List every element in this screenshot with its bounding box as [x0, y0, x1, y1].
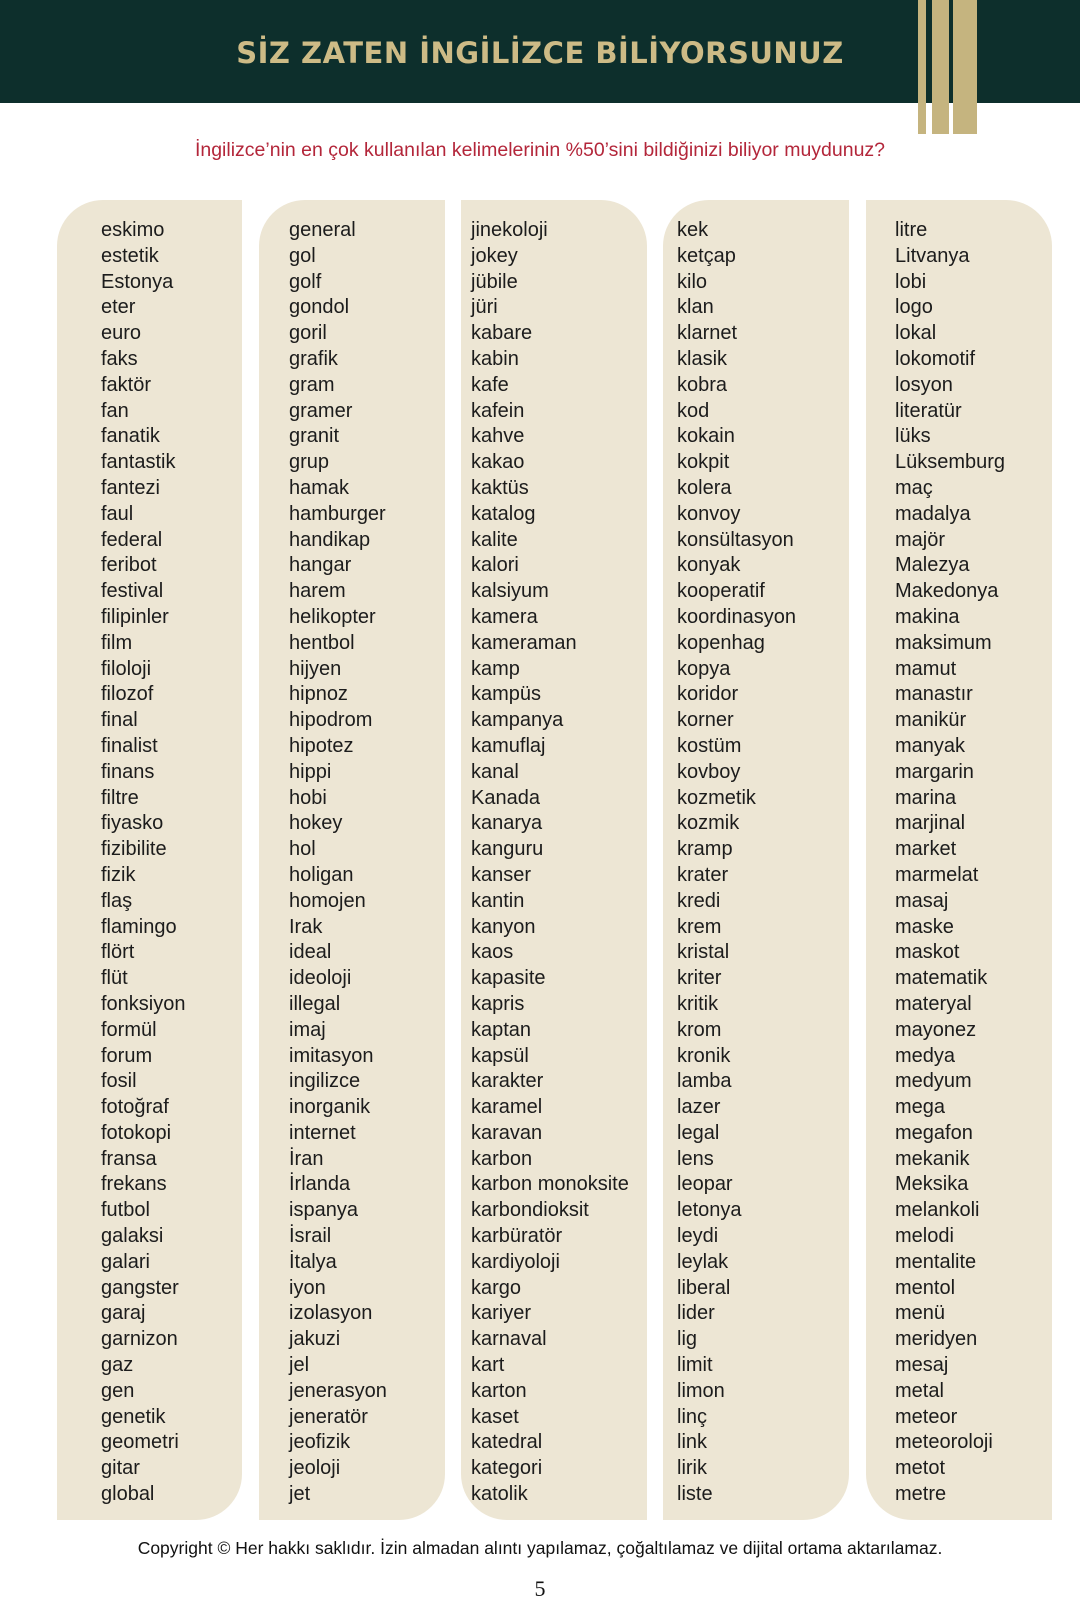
word-item: kahve [471, 425, 525, 448]
word-item: forum [101, 1044, 153, 1067]
word-item: kamera [471, 605, 538, 628]
word-item: kopenhag [677, 631, 765, 654]
word-item: kapsül [471, 1044, 529, 1067]
word-item: Malezya [895, 554, 970, 577]
word-item: kovboy [677, 760, 741, 783]
word-item: matematik [895, 967, 988, 990]
word-item: kalori [471, 554, 519, 577]
word-item: jüri [471, 296, 498, 319]
word-item: mekanik [895, 1147, 970, 1170]
word-item: kariyer [471, 1302, 532, 1325]
word-item: fonksiyon [101, 992, 186, 1015]
word-item: flamingo [101, 915, 177, 938]
word-item: kilo [677, 270, 708, 293]
word-item: kostüm [677, 734, 742, 757]
word-item: kakao [471, 451, 525, 474]
word-item: jenerasyon [289, 1379, 387, 1402]
word-item: maksimum [895, 631, 992, 654]
subtitle: İngilizce’nin en çok kullanılan kelimelerinin %50’sini bildiğinizi biliyor muydunuz? [194, 139, 886, 161]
word-item: kampüs [471, 683, 542, 706]
word-item: filozof [101, 683, 154, 706]
word-item: helikopter [289, 605, 376, 628]
word-item: linç [677, 1405, 708, 1428]
word-item: krater [677, 863, 729, 886]
word-item: karbon monoksite [471, 1173, 629, 1196]
word-item: İrlanda [289, 1173, 351, 1196]
decor-stripe-2 [932, 0, 949, 134]
word-item: fizibilite [101, 838, 167, 861]
word-item: metot [895, 1457, 946, 1480]
word-item: mega [895, 1096, 946, 1119]
word-item: faul [101, 502, 134, 525]
word-item: kronik [677, 1044, 731, 1067]
word-item: granit [289, 425, 340, 448]
word-item: jet [289, 1483, 311, 1506]
word-item: ideoloji [289, 967, 352, 990]
word-item: İsrail [289, 1225, 332, 1248]
word-item: kalsiyum [471, 580, 549, 603]
word-item: frekans [101, 1173, 167, 1196]
word-item: gangster [101, 1276, 179, 1299]
word-item: gramer [289, 399, 353, 422]
word-item: masaj [895, 889, 949, 912]
word-column-3 [461, 200, 647, 1520]
word-item: melankoli [895, 1199, 980, 1222]
word-item: manikür [895, 709, 967, 732]
word-list [677, 218, 796, 1508]
word-item: grup [289, 451, 330, 474]
word-item: kozmik [677, 812, 740, 835]
word-item: lig [677, 1328, 698, 1351]
word-item: karton [471, 1379, 527, 1402]
word-item: klarnet [677, 322, 738, 345]
word-item: futbol [101, 1199, 150, 1222]
word-item: flaş [101, 889, 133, 912]
word-item: flört [101, 941, 135, 964]
word-item: lirik [677, 1457, 707, 1480]
word-item: lüks [895, 425, 931, 448]
word-item: koridor [677, 683, 739, 706]
word-item: Lüksemburg [895, 451, 1006, 474]
word-item: gen [101, 1379, 135, 1402]
word-item: kokain [677, 425, 735, 448]
word-item: mentalite [895, 1250, 977, 1273]
word-item: kapasite [471, 967, 546, 990]
word-item: grafik [289, 347, 338, 370]
word-item: karamel [471, 1096, 543, 1119]
word-item: eter [101, 296, 136, 319]
word-item: kanarya [471, 812, 543, 835]
word-item: hentbol [289, 631, 355, 654]
word-item: limon [677, 1379, 725, 1402]
word-item: homojen [289, 889, 366, 912]
word-item: formül [101, 1018, 157, 1041]
word-item: film [101, 631, 133, 654]
word-item: gitar [101, 1457, 140, 1480]
word-item: koordinasyon [677, 605, 796, 628]
word-item: kanser [471, 863, 532, 886]
word-item: jinekoloji [471, 219, 548, 241]
word-item: hol [289, 838, 316, 861]
word-item: mayonez [895, 1018, 977, 1041]
word-list [289, 218, 387, 1508]
word-item: melodi [895, 1225, 954, 1248]
word-item: kokpit [677, 451, 730, 474]
word-item: karavan [471, 1121, 543, 1144]
word-item: gol [289, 244, 316, 267]
word-item: lider [677, 1302, 715, 1325]
word-item: garaj [101, 1302, 146, 1325]
word-item: fiyasko [101, 812, 164, 835]
word-item: legal [677, 1121, 720, 1144]
word-item: feribot [101, 554, 157, 577]
word-column-1 [57, 200, 242, 1520]
word-item: galaksi [101, 1225, 164, 1248]
word-item: jeofizik [289, 1431, 351, 1454]
word-item: kolera [677, 476, 732, 499]
word-item: letonya [677, 1199, 742, 1222]
word-item: kamuflaj [471, 734, 546, 757]
word-item: leylak [677, 1250, 729, 1273]
word-item: karbüratör [471, 1225, 563, 1248]
word-item: lokomotif [895, 347, 976, 370]
word-item: garnizon [101, 1328, 178, 1351]
word-item: meridyen [895, 1328, 978, 1351]
word-item: hijyen [289, 657, 342, 680]
word-item: filoloji [101, 657, 152, 680]
word-item: kalite [471, 528, 518, 551]
word-item: hangar [289, 554, 352, 577]
word-item: eskimo [101, 219, 165, 241]
word-item: makina [895, 605, 960, 628]
word-item: inorganik [289, 1096, 371, 1119]
word-item: Irak [289, 915, 323, 938]
word-item: manyak [895, 734, 966, 757]
word-item: kabare [471, 322, 533, 345]
word-column-4 [663, 200, 849, 1520]
word-item: iyon [289, 1276, 326, 1299]
word-item: kategori [471, 1457, 543, 1480]
word-item: konsültasyon [677, 528, 794, 551]
word-item: illegal [289, 992, 341, 1015]
word-item: kredi [677, 889, 721, 912]
word-item: jokey [471, 244, 518, 267]
word-item: lens [677, 1147, 714, 1170]
word-item: kanguru [471, 838, 544, 861]
word-item: jeoloji [289, 1457, 341, 1480]
word-item: losyon [895, 373, 953, 396]
word-item: fantastik [101, 451, 176, 474]
word-item: mamut [895, 657, 957, 680]
word-item: hamak [289, 476, 350, 499]
word-item: klasik [677, 347, 728, 370]
word-item: kampanya [471, 709, 564, 732]
word-item: ketçap [677, 244, 736, 267]
word-item: Kanada [471, 786, 540, 809]
word-item: handikap [289, 528, 371, 551]
word-item: kanal [471, 760, 519, 783]
word-item: kod [677, 399, 710, 422]
word-item: lamba [677, 1070, 732, 1093]
page-title: SİZ ZATEN İNGİLİZCE BİLİYORSUNUZ [236, 36, 844, 70]
word-item: majör [895, 528, 946, 551]
word-item: kritik [677, 992, 719, 1015]
word-item: holigan [289, 863, 354, 886]
word-item: hamburger [289, 502, 386, 525]
word-item: İtalya [289, 1250, 337, 1273]
word-item: ispanya [289, 1199, 358, 1222]
word-item: jeneratör [289, 1405, 368, 1428]
word-item: katolik [471, 1483, 528, 1506]
word-item: Litvanya [895, 244, 970, 267]
word-item: litre [895, 219, 928, 241]
word-item: menü [895, 1302, 946, 1325]
word-item: geometri [101, 1431, 179, 1454]
word-item: marjinal [895, 812, 966, 835]
word-item: kriter [677, 967, 722, 990]
word-item: jel [289, 1354, 310, 1377]
word-item: meteor [895, 1405, 958, 1428]
word-item: izolasyon [289, 1302, 373, 1325]
word-item: kozmetik [677, 786, 756, 809]
word-list [101, 218, 186, 1508]
word-item: mesaj [895, 1354, 949, 1377]
word-item: kaktüs [471, 476, 529, 499]
word-item: lobi [895, 270, 927, 293]
word-item: medyum [895, 1070, 972, 1093]
word-item: hippi [289, 760, 332, 783]
word-item: imitasyon [289, 1044, 374, 1067]
word-item: lokal [895, 322, 937, 345]
word-item: karnaval [471, 1328, 547, 1351]
word-item: konvoy [677, 502, 741, 525]
word-item: gaz [101, 1354, 134, 1377]
word-item: kameraman [471, 631, 577, 654]
word-item: konyak [677, 554, 741, 577]
word-item: megafon [895, 1121, 973, 1144]
word-item: jakuzi [289, 1328, 341, 1351]
word-item: literatür [895, 399, 962, 422]
word-item: mentol [895, 1276, 956, 1299]
word-item: kaset [471, 1405, 519, 1428]
word-item: karbon [471, 1147, 533, 1170]
word-item: kanyon [471, 915, 536, 938]
word-item: estetik [101, 244, 159, 267]
word-item: medya [895, 1044, 956, 1067]
word-item: kek [677, 219, 709, 241]
word-item: materyal [895, 992, 972, 1015]
word-item: manastır [895, 683, 973, 706]
word-item: Makedonya [895, 580, 999, 603]
word-item: genetik [101, 1405, 166, 1428]
word-item: harem [289, 580, 346, 603]
word-item: katalog [471, 502, 536, 525]
word-item: liste [677, 1483, 713, 1506]
word-item: marina [895, 786, 957, 809]
word-item: kristal [677, 941, 730, 964]
word-item: kaptan [471, 1018, 532, 1041]
word-item: liberal [677, 1276, 731, 1299]
word-item: kapris [471, 992, 525, 1015]
word-item: final [101, 709, 138, 732]
word-item: fotoğraf [101, 1096, 169, 1119]
word-item: meteoroloji [895, 1431, 993, 1454]
word-item: galari [101, 1250, 150, 1273]
word-item: lazer [677, 1096, 721, 1119]
word-item: hipodrom [289, 709, 373, 732]
word-item: hipotez [289, 734, 354, 757]
word-item: maç [895, 476, 933, 499]
word-item: kart [471, 1354, 505, 1377]
word-item: jübile [471, 270, 518, 293]
word-item: euro [101, 322, 142, 345]
word-item: gram [289, 373, 335, 396]
word-column-5 [866, 200, 1052, 1520]
word-item: kafe [471, 373, 509, 396]
word-item: hipnoz [289, 683, 348, 706]
word-item: leopar [677, 1173, 733, 1196]
word-item: limit [677, 1354, 713, 1377]
word-item: finalist [101, 734, 158, 757]
word-item: flüt [101, 967, 128, 990]
word-item: maske [895, 915, 954, 938]
word-item: maskot [895, 941, 960, 964]
word-item: katedral [471, 1431, 543, 1454]
word-item: krem [677, 915, 722, 938]
word-item: hobi [289, 786, 327, 809]
word-item: market [895, 838, 957, 861]
word-item: fizik [101, 863, 136, 886]
word-item: global [101, 1483, 155, 1506]
word-item: filtre [101, 786, 139, 809]
word-item: logo [895, 296, 933, 319]
word-item: filipinler [101, 605, 169, 628]
word-item: karbondioksit [471, 1199, 589, 1222]
word-item: kaos [471, 941, 514, 964]
word-item: gondol [289, 296, 350, 319]
page-number: 5 [534, 1576, 546, 1601]
decor-stripe-3 [953, 0, 977, 134]
word-item: kobra [677, 373, 728, 396]
word-item: goril [289, 322, 327, 345]
copyright-notice: Copyright © Her hakkı saklıdır. İzin almadan alıntı yapılamaz, çoğaltılamaz ve dijital ortama aktarılamaz. [137, 1538, 943, 1558]
word-item: fransa [101, 1147, 157, 1170]
word-item: fantezi [101, 476, 160, 499]
word-item: internet [289, 1121, 356, 1144]
word-item: fosil [101, 1070, 137, 1093]
word-item: faks [101, 347, 138, 370]
word-item: fotokopi [101, 1121, 172, 1144]
word-item: kafein [471, 399, 525, 422]
word-item: general [289, 219, 356, 241]
word-list [895, 218, 1005, 1508]
word-item: kamp [471, 657, 520, 680]
word-item: festival [101, 580, 164, 603]
word-item: marmelat [895, 863, 979, 886]
word-item: leydi [677, 1225, 719, 1248]
word-item: fan [101, 399, 129, 422]
word-item: federal [101, 528, 163, 551]
word-column-2 [259, 200, 445, 1520]
word-item: imaj [289, 1018, 326, 1041]
word-item: korner [677, 709, 734, 732]
word-item: metre [895, 1483, 947, 1506]
word-item: hokey [289, 812, 343, 835]
word-item: fanatik [101, 425, 160, 448]
word-item: karakter [471, 1070, 544, 1093]
decor-stripe-1 [918, 0, 926, 134]
word-item: kantin [471, 889, 525, 912]
word-item: Meksika [895, 1173, 969, 1196]
word-item: kabin [471, 347, 519, 370]
word-item: golf [289, 270, 322, 293]
word-item: metal [895, 1379, 944, 1402]
word-item: kooperatif [677, 580, 765, 603]
word-item: faktör [101, 373, 152, 396]
word-item: krom [677, 1018, 722, 1041]
word-item: finans [101, 760, 155, 783]
word-item: madalya [895, 502, 971, 525]
word-item: klan [677, 296, 714, 319]
word-item: kardiyoloji [471, 1250, 560, 1273]
word-item: kramp [677, 838, 733, 861]
word-item: link [677, 1431, 708, 1454]
word-item: margarin [895, 760, 974, 783]
word-list [471, 218, 629, 1508]
word-item: İran [289, 1147, 324, 1170]
word-item: ingilizce [289, 1070, 361, 1093]
word-item: kopya [677, 657, 731, 680]
word-item: kargo [471, 1276, 522, 1299]
word-item: ideal [289, 941, 332, 964]
word-item: Estonya [101, 270, 174, 293]
